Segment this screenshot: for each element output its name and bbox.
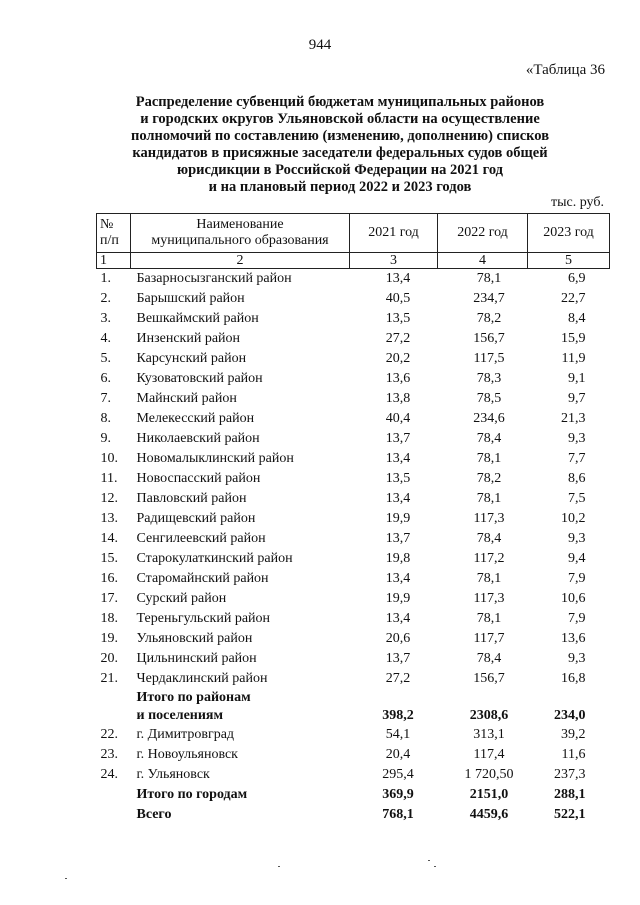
table-row (97, 629, 610, 649)
value-2021: 19,9 (385, 511, 411, 526)
row-number: 12. (100, 491, 118, 506)
header-name (131, 214, 350, 253)
document-title (100, 94, 580, 196)
row-name-line: и поселениям (136, 708, 224, 723)
value-2023: 13,6 (561, 631, 586, 646)
value-2022: 117,5 (473, 351, 505, 366)
header-index: 4 (438, 253, 528, 269)
value-2023: 39,2 (561, 727, 586, 742)
header-number-line: п/п (100, 233, 119, 248)
value-2021: 27,2 (385, 671, 411, 686)
row-number: 2. (100, 291, 111, 306)
row-number: 6. (100, 371, 111, 386)
value-2022: 313,1 (473, 727, 505, 742)
value-2023: 10,6 (561, 591, 586, 606)
row-number: 7. (100, 391, 111, 406)
value-2023: 15,9 (561, 331, 586, 346)
value-2023: 9,3 (568, 531, 586, 546)
table-row (97, 309, 610, 329)
row-number: 16. (100, 571, 118, 586)
value-2021: 13,7 (385, 651, 411, 666)
table-row (97, 469, 610, 489)
header-index: 1 (97, 253, 131, 269)
value-2022: 78,2 (476, 311, 502, 326)
row-number: 5. (100, 351, 111, 366)
row-number: 23. (100, 747, 118, 762)
row-number (97, 785, 131, 805)
table-row (97, 649, 610, 669)
row-name: Карсунский район (136, 351, 247, 366)
row-name: Тереньгульский район (136, 611, 271, 626)
table-row (97, 409, 610, 429)
value-2021: 13,8 (385, 391, 411, 406)
table-row (97, 429, 610, 449)
header-2021: 2021 год (350, 214, 438, 253)
value-2022: 117,4 (473, 747, 505, 762)
title-line: и городских округов Ульяновской области на осуществление (140, 111, 540, 127)
row-number: 18. (100, 611, 118, 626)
value-2023: 16,8 (561, 671, 586, 686)
value-2021: 13,5 (385, 311, 411, 326)
row-name (131, 689, 350, 725)
value-2022: 78,1 (476, 611, 502, 626)
header-name-line: муниципального образования (151, 233, 329, 248)
value-2023: 7,9 (568, 571, 586, 586)
row-name: Новомалыклинский район (136, 451, 294, 466)
title-line: Распределение субвенций бюджетам муниципальных районов (135, 94, 545, 110)
header-index: 2 (131, 253, 350, 269)
row-name: Павловский район (136, 491, 247, 506)
value-2022: 117,7 (473, 631, 505, 646)
value-2022: 117,3 (473, 591, 505, 606)
value-2022: 2151,0 (469, 787, 509, 802)
value-2021: 13,5 (385, 471, 411, 486)
table-row (97, 329, 610, 349)
row-number: 14. (100, 531, 118, 546)
table-row (97, 449, 610, 469)
row-number: 24. (100, 767, 118, 782)
value-2022: 78,4 (476, 531, 502, 546)
row-name: Новоспасский район (136, 471, 261, 486)
header-number (97, 214, 131, 253)
value-2022: 156,7 (473, 331, 505, 346)
value-2021: 13,4 (385, 271, 411, 286)
value-2021: 398,2 (382, 708, 414, 723)
header-number-line: № (100, 217, 114, 232)
row-name: Сенгилеевский район (136, 531, 266, 546)
value-2022: 78,1 (476, 271, 502, 286)
value-2022: 78,2 (476, 471, 502, 486)
row-name: Вешкаймский район (136, 311, 259, 326)
table-row (97, 549, 610, 569)
value-2022: 78,3 (476, 371, 502, 386)
value-2021: 40,4 (385, 411, 411, 426)
scan-speck (65, 878, 67, 879)
table-row (97, 509, 610, 529)
table-row (97, 725, 610, 745)
row-name: Мелекесский район (136, 411, 255, 426)
row-name: г. Ульяновск (136, 767, 210, 782)
row-name: г. Димитровград (136, 727, 235, 742)
table-row (97, 369, 610, 389)
title-line: полномочий по составлению (изменению, дополнению) списков (130, 128, 550, 144)
row-name: Радищевский район (136, 511, 256, 526)
value-2022: 234,6 (473, 411, 505, 426)
row-name: Сурский район (136, 591, 227, 606)
value-2023: 21,3 (561, 411, 586, 426)
header-row (97, 214, 610, 253)
header-index-row (97, 253, 610, 269)
table-row (97, 609, 610, 629)
value-2021: 54,1 (385, 727, 411, 742)
row-name: Инзенский район (136, 331, 241, 346)
value-2021: 19,9 (385, 591, 411, 606)
units-label: тыс. руб. (551, 195, 604, 210)
value-2021: 13,4 (385, 611, 411, 626)
header-index: 5 (528, 253, 610, 269)
row-name: г. Новоульяновск (136, 747, 238, 762)
row-name: Всего (136, 807, 172, 822)
row-number: 10. (100, 451, 118, 466)
scan-speck (278, 866, 280, 867)
row-number: 17. (100, 591, 118, 606)
value-2023: 11,6 (561, 747, 586, 762)
value-2023: 9,1 (568, 371, 586, 386)
value-2022: 78,1 (476, 571, 502, 586)
row-number: 9. (100, 431, 111, 446)
value-2023: 11,9 (561, 351, 586, 366)
row-name: Итого по городам (136, 787, 248, 802)
value-2022: 234,7 (473, 291, 505, 306)
value-2021: 369,9 (382, 787, 414, 802)
value-2022: 78,4 (476, 651, 502, 666)
page-number: 944 (308, 37, 332, 53)
subvention-table (96, 213, 610, 825)
value-2023: 288,1 (554, 787, 586, 802)
table-row (97, 689, 610, 725)
table-row (97, 389, 610, 409)
value-2023: 8,6 (568, 471, 586, 486)
header-2023: 2023 год (528, 214, 610, 253)
row-name: Базарносызганский район (136, 271, 292, 286)
header-index: 3 (350, 253, 438, 269)
table-row (97, 489, 610, 509)
table-row (97, 289, 610, 309)
value-2023: 9,3 (568, 431, 586, 446)
value-2023: 10,2 (561, 511, 586, 526)
value-2022: 4459,6 (469, 807, 509, 822)
table-label: «Таблица 36 (525, 62, 605, 78)
scan-speck (434, 866, 436, 867)
row-number: 22. (100, 727, 118, 742)
header-2022: 2022 год (438, 214, 528, 253)
title-line: юрисдикции в Российской Федерации на 2021 год (177, 162, 503, 178)
row-name: Цильнинский район (136, 651, 257, 666)
value-2023: 9,7 (568, 391, 586, 406)
table-body (97, 269, 610, 826)
header-name-line: Наименование (196, 217, 284, 232)
table-row (97, 669, 610, 689)
value-2021: 13,6 (385, 371, 411, 386)
value-2021: 295,4 (382, 767, 414, 782)
value-2022: 156,7 (473, 671, 505, 686)
value-2021: 20,4 (385, 747, 411, 762)
value-2021: 20,6 (385, 631, 411, 646)
table-row (97, 569, 610, 589)
row-number: 15. (100, 551, 118, 566)
value-2022: 117,3 (473, 511, 505, 526)
table-row (97, 589, 610, 609)
value-2021: 13,4 (385, 491, 411, 506)
row-number (97, 689, 131, 725)
row-number (97, 805, 131, 825)
table-row (97, 805, 610, 825)
table-header (97, 214, 610, 269)
value-2022: 2308,6 (469, 708, 509, 723)
row-number: 13. (100, 511, 118, 526)
value-2021: 13,4 (385, 451, 411, 466)
table-row (97, 529, 610, 549)
row-name: Старомайнский район (136, 571, 269, 586)
value-2023: 7,9 (568, 611, 586, 626)
value-2023: 7,5 (568, 491, 586, 506)
value-2022: 78,5 (476, 391, 502, 406)
table-row (97, 745, 610, 765)
value-2023: 22,7 (561, 291, 586, 306)
value-2021: 19,8 (385, 551, 411, 566)
table-row (97, 785, 610, 805)
value-2021: 27,2 (385, 331, 411, 346)
value-2022: 1 720,50 (464, 767, 514, 782)
row-name: Чердаклинский район (136, 671, 268, 686)
value-2023: 9,4 (568, 551, 586, 566)
value-2023: 234,0 (554, 708, 586, 723)
table-row (97, 269, 610, 290)
value-2023: 8,4 (568, 311, 586, 326)
value-2023: 6,9 (568, 271, 586, 286)
value-2021: 13,4 (385, 571, 411, 586)
row-name: Майнский район (136, 391, 237, 406)
value-2023: 522,1 (554, 807, 586, 822)
row-name: Ульяновский район (136, 631, 253, 646)
row-number: 20. (100, 651, 118, 666)
value-2021: 40,5 (385, 291, 411, 306)
row-name: Барышский район (136, 291, 245, 306)
row-number: 8. (100, 411, 111, 426)
value-2021: 20,2 (385, 351, 411, 366)
value-2022: 78,1 (476, 451, 502, 466)
value-2021: 13,7 (385, 531, 411, 546)
title-line: и на плановый период 2022 и 2023 годов (208, 179, 472, 195)
row-number: 21. (100, 671, 118, 686)
row-name: Старокулаткинский район (136, 551, 293, 566)
row-number: 4. (100, 331, 111, 346)
value-2022: 78,1 (476, 491, 502, 506)
value-2023: 7,7 (568, 451, 586, 466)
value-2021: 13,7 (385, 431, 411, 446)
value-2021: 768,1 (382, 807, 414, 822)
row-number: 19. (100, 631, 118, 646)
row-name: Николаевский район (136, 431, 260, 446)
row-name-line: Итого по районам (136, 690, 251, 705)
value-2022: 117,2 (473, 551, 505, 566)
value-2023: 237,3 (554, 767, 586, 782)
value-2023: 9,3 (568, 651, 586, 666)
title-line: кандидатов в присяжные заседатели федеральных судов общей (132, 145, 548, 161)
row-number: 1. (100, 271, 111, 286)
table-row (97, 765, 610, 785)
value-2022: 78,4 (476, 431, 502, 446)
row-number: 11. (100, 471, 118, 486)
row-number: 3. (100, 311, 111, 326)
scan-speck (428, 860, 430, 861)
table-row (97, 349, 610, 369)
row-name: Кузоватовский район (136, 371, 263, 386)
